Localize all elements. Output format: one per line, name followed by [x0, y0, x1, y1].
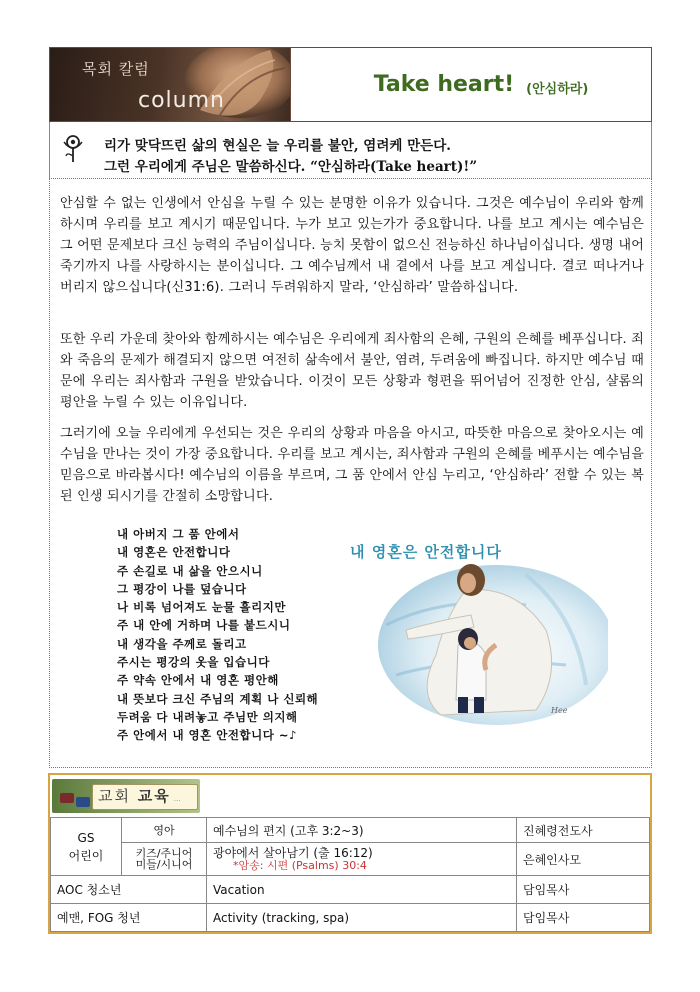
table-row: [51, 818, 650, 843]
column-body: [49, 178, 652, 768]
topic-cell: Activity (tracking, spa): [207, 904, 517, 932]
church-education-section: [48, 773, 652, 934]
subgroup-label: 키즈/주니어: [135, 847, 193, 860]
topic-cell: Vacation: [207, 876, 517, 904]
lyric-line: 내 생각을 주께로 돌리고: [117, 636, 247, 651]
lyric-line: 내 아버지 그 품 안에서: [117, 527, 240, 541]
lyric-line: 주 내 안에 거하며 나를 붙드시니: [117, 618, 291, 633]
intro-box: [49, 122, 652, 178]
education-title: [98, 785, 180, 806]
column-title-box: [290, 48, 651, 121]
group-label: 어린이: [68, 848, 104, 863]
lyric-line: 주 손길로 내 삶을 안으시니: [117, 563, 263, 578]
column-label-english: column: [138, 88, 225, 113]
decor-block-icon: [60, 793, 74, 803]
lyric-line: 내 영혼은 안전합니다: [117, 545, 231, 560]
art-signature: Hee: [551, 706, 568, 715]
table-row: [51, 904, 650, 932]
column-header: [49, 47, 652, 122]
column-title: Take heart!: [373, 72, 515, 97]
lyric-line: 주시는 평강의 옷을 입습니다: [117, 655, 270, 670]
lyric-line: 나 비록 넘어져도 눈물 흘리지만: [117, 600, 286, 615]
column-header-banner: [50, 48, 290, 121]
table-row: [51, 843, 650, 876]
teacher-cell: 은혜인사모: [517, 843, 650, 876]
song-lyrics: [117, 525, 372, 745]
teacher-cell: 담임목사: [517, 876, 650, 904]
teacher-cell: 진혜령전도사: [517, 818, 650, 843]
subgroup-cell: 영아: [122, 818, 207, 843]
group-cell: [51, 818, 122, 876]
column-subtitle: (안심하라): [526, 82, 589, 97]
topic-cell: [207, 843, 517, 876]
group-cell: AOC 청소년: [51, 876, 207, 904]
lyric-line: 주 약속 안에서 내 영혼 평안해: [117, 673, 279, 688]
lyric-line: 두려움 다 내려놓고 주님만 의지해: [117, 709, 298, 724]
education-title-small: ...: [173, 795, 181, 803]
column-label-korean: 목회 칼럼: [82, 60, 150, 78]
topic-cell: 예수님의 편지 (고후 3:2~3): [207, 818, 517, 843]
subgroup-label: 미들/시니어: [135, 858, 193, 871]
topic-text: 광야에서 살아남기 (출 16:12): [213, 846, 373, 860]
paragraph-3: 그러기에 오늘 우리에게 우선되는 것은 우리의 상황과 마음을 아시고, 따뜻한 마음으로 찾아오시는 예수님을 만나는 것이 가장 중요합니다. 우리를 보고 계시는, 죄사함과 구원의 은혜를 베푸시는 예수님을 믿음으로 바라봅시다! 예수님의 이름을 부르며, 그 품 안에서 안심 누리고, ‘안심하라’ 전할 수 있는 복된 인생 되시기를 간절히 소망합니다.: [60, 426, 644, 504]
teacher-cell: 담임목사: [517, 904, 650, 932]
jesus-embrace-illustration: [346, 535, 608, 727]
memory-verse-note: *암송: 시편 (Psalms) 30:4: [233, 859, 367, 872]
intro-line-1: 리가 맞닥뜨린 삶의 현실은 늘 우리를 불안, 염려케 만든다.: [104, 138, 451, 154]
subgroup-cell: [122, 843, 207, 876]
lyric-line: 그 평강이 나를 덮습니다: [117, 581, 247, 596]
illustration-caption: 내 영혼은 안전합니다: [350, 543, 502, 561]
group-cell: 예맨, FOG 청년: [51, 904, 207, 932]
lyric-line: 내 뜻보다 크신 주님의 계획 나 신뢰해: [117, 691, 319, 706]
intro-line-2: 그런 우리에게 주님은 말씀하신다. “안심하라(Take heart)!”: [104, 159, 478, 175]
lyric-line: 주 안에서 내 영혼 안전합니다 ~♪: [117, 728, 297, 743]
education-title-part2: 교육: [137, 787, 171, 805]
table-row: [51, 876, 650, 904]
paragraph-2: 또한 우리 가운데 찾아와 함께하시는 예수님은 우리에게 죄사함의 은혜, 구원의 은혜를 베푸십니다. 죄와 죽음의 문제가 해결되지 않으면 여전히 삶속에서 불안, 염려, 두려움에 빠집니다. 하지만 예수님 때문에 우리는 죄사함과 구원을 받았습니다. 이것이 모든 상황과 형편을 뛰어넘어 진정한 안심, 샬롬의 평안을 누릴 수 있는 이유입니다.: [60, 332, 644, 410]
paragraph-1: 안심할 수 없는 인생에서 안심을 누릴 수 있는 분명한 이유가 있습니다. 그것은 예수님이 우리와 함께 하시며 우리를 보고 계시기 때문입니다. 누가 보고 있는가가 중요합니다. 나를 보고 계시는 예수님은 그 어떤 문제보다 크신 능력의 주님이십니다. 능치 못함이 없으신 전능하신 하나님이십니다. 생명 내어 죽기까지 나를 사랑하시는 분이십니다. 그 예수님께서 내 곁에서 나를 보고 계십니다. 결코 떠나거나 버리지 않으십니다(신31:6). 그러니 두려워하지 말라, ‘안심하라’ 말씀하십니다.: [60, 196, 644, 295]
decor-block-icon: [76, 797, 90, 807]
education-title-part1: 교회: [98, 787, 131, 805]
education-schedule-table: [50, 817, 650, 932]
group-label: GS: [77, 830, 95, 845]
flower-icon: [62, 134, 84, 164]
